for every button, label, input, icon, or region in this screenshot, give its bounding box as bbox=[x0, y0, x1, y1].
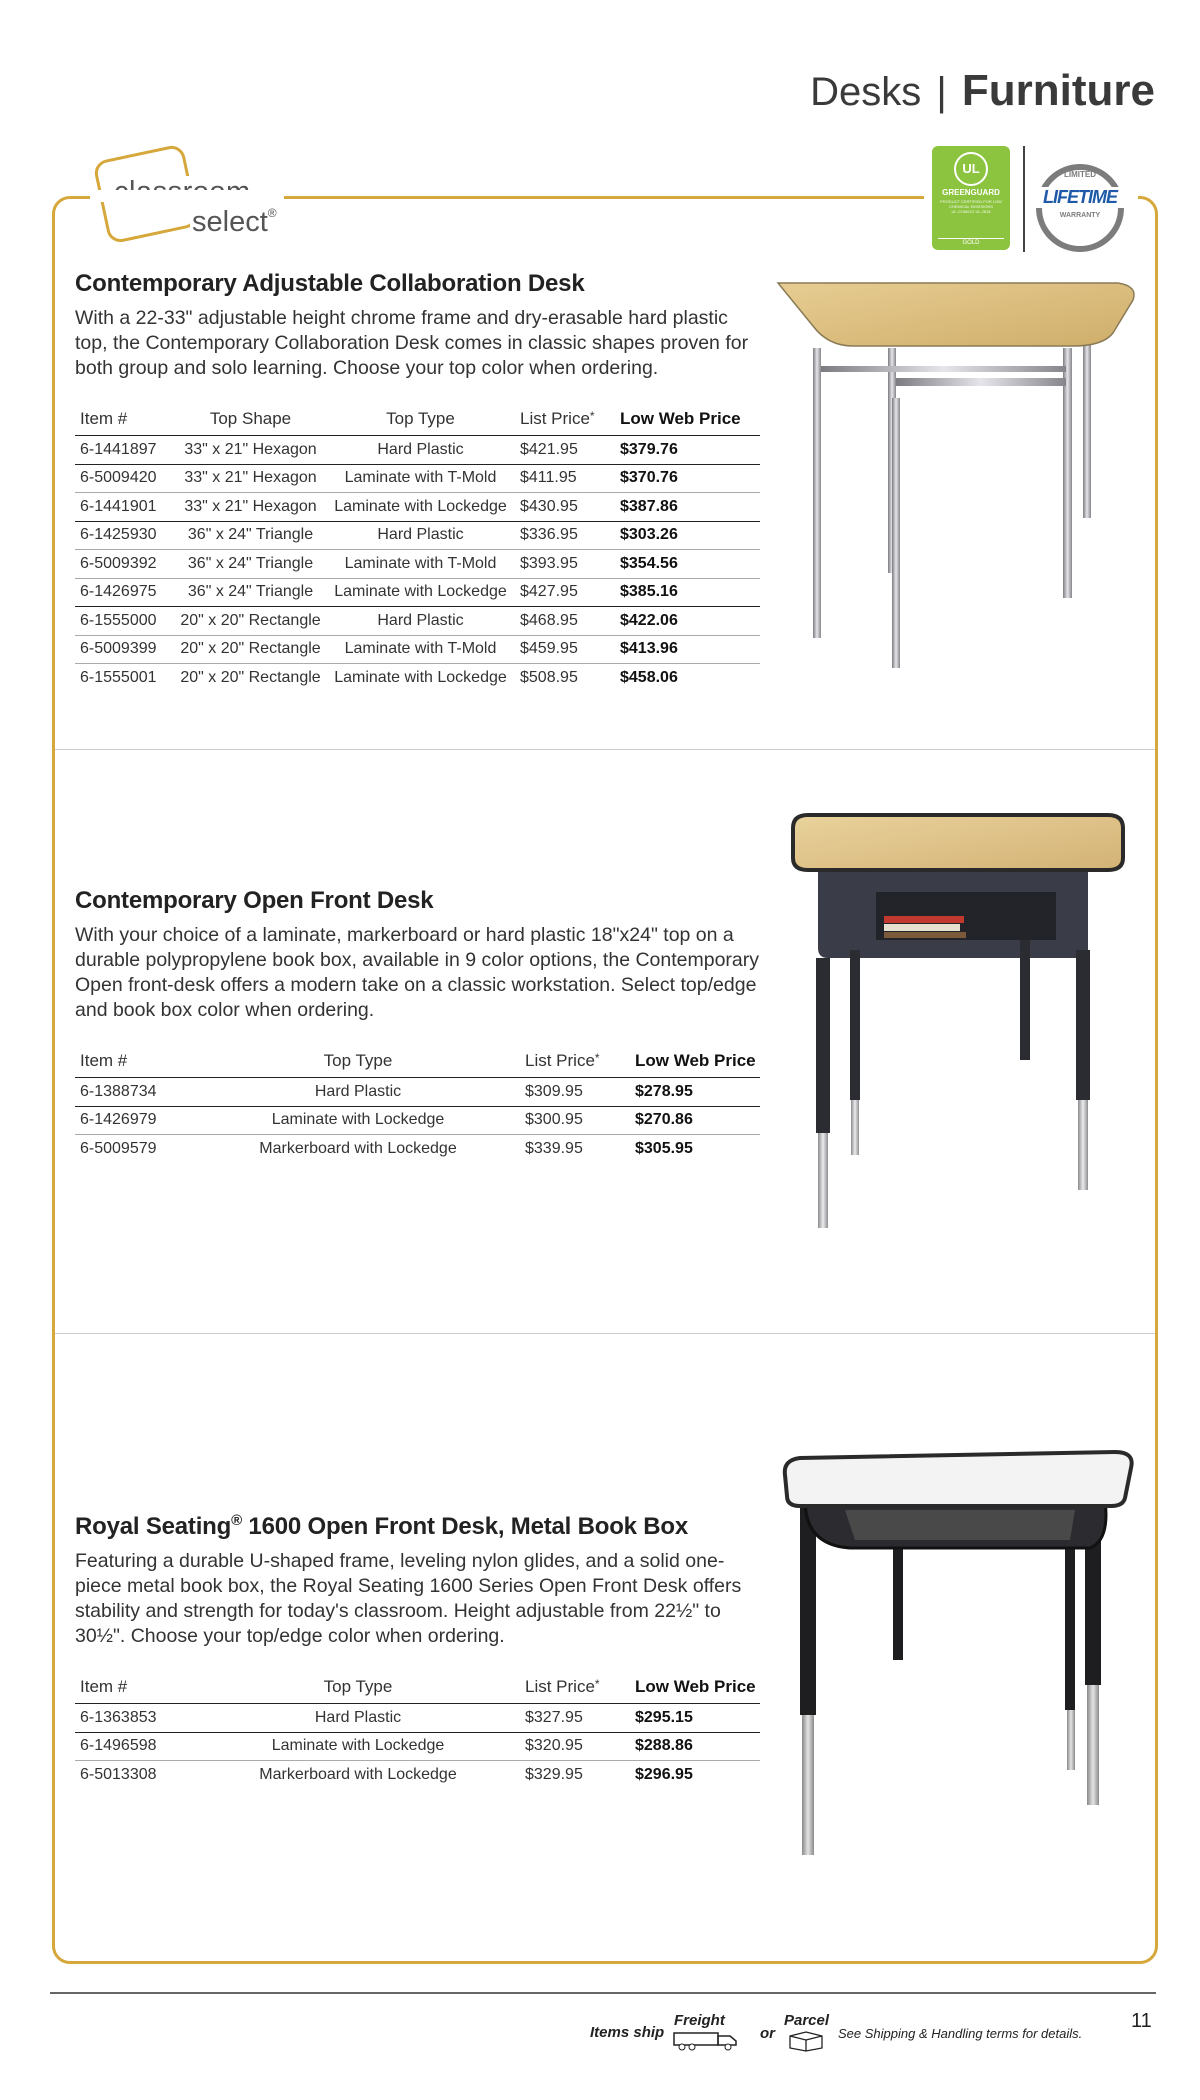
table-cell: 36" x 24" Triangle bbox=[175, 521, 325, 550]
asterisk: * bbox=[594, 1677, 600, 1691]
shipping-note: See Shipping & Handling terms for details. bbox=[838, 2026, 1083, 2041]
product-title: Contemporary Open Front Desk bbox=[75, 887, 434, 914]
table-row bbox=[75, 1135, 760, 1164]
table-cell: $468.95 bbox=[515, 607, 615, 636]
table-cell: 6-1441897 bbox=[75, 436, 175, 465]
table-row bbox=[75, 436, 760, 465]
warranty-bottom-text: WARRANTY bbox=[1059, 212, 1101, 219]
table-cell: 6-1363853 bbox=[75, 1704, 195, 1733]
table-row bbox=[75, 1761, 760, 1790]
table-cell: $300.95 bbox=[520, 1106, 630, 1135]
logo-line2-text: select bbox=[192, 206, 268, 238]
table-row bbox=[75, 521, 760, 550]
warranty-top-text: LIMITED bbox=[1064, 170, 1096, 179]
table-cell: $430.95 bbox=[515, 493, 615, 522]
header-separator: | bbox=[936, 70, 947, 114]
table-cell: 6-1425930 bbox=[75, 521, 175, 550]
open-front-desk-image bbox=[788, 810, 1133, 1240]
col-low-web-price: Low Web Price bbox=[630, 1677, 760, 1704]
table-cell: Markerboard with Lockedge bbox=[259, 1140, 457, 1157]
table-cell: 33" x 21" Hexagon bbox=[175, 436, 325, 465]
table-row bbox=[75, 1106, 760, 1135]
table-cell: $327.95 bbox=[520, 1704, 630, 1733]
table-cell: $295.15 bbox=[630, 1704, 760, 1733]
product-open-front-desk bbox=[75, 887, 760, 1163]
header-section: Furniture bbox=[961, 66, 1155, 115]
badge-divider bbox=[1023, 146, 1025, 252]
greenguard-tier: GOLD bbox=[938, 238, 1004, 246]
table-cell: Hard Plastic bbox=[195, 1704, 520, 1733]
table-cell: 6-1426975 bbox=[75, 578, 175, 607]
table-cell: Laminate with Lockedge bbox=[325, 493, 515, 522]
col-low-web-price: Low Web Price bbox=[615, 409, 760, 436]
table-cell: Laminate with T-Mold bbox=[325, 464, 515, 493]
ul-icon: UL bbox=[954, 152, 988, 186]
table-cell: $329.95 bbox=[525, 1766, 583, 1783]
product-royal-seating-desk bbox=[75, 1512, 760, 1789]
table-cell: 6-5009420 bbox=[75, 464, 175, 493]
table-cell: $296.95 bbox=[635, 1766, 693, 1783]
table-cell: $422.06 bbox=[615, 607, 760, 636]
table-cell: $305.95 bbox=[635, 1140, 693, 1157]
table-row bbox=[75, 1732, 760, 1761]
col-top-type: Top Type bbox=[195, 1051, 520, 1078]
col-low-web-price: Low Web Price bbox=[630, 1051, 760, 1078]
col-item: Item # bbox=[75, 1677, 195, 1704]
greenguard-badge bbox=[932, 146, 1010, 250]
table-cell: Laminate with Lockedge bbox=[195, 1732, 520, 1761]
table-cell: $309.95 bbox=[520, 1078, 630, 1107]
col-list-price bbox=[520, 1677, 630, 1704]
table-cell: $427.95 bbox=[515, 578, 615, 607]
section-divider bbox=[55, 1333, 1155, 1334]
table-cell: $459.95 bbox=[515, 635, 615, 664]
table-cell: $336.95 bbox=[515, 521, 615, 550]
col-list-price bbox=[515, 409, 615, 436]
table-cell: 6-1388734 bbox=[75, 1078, 195, 1107]
col-item: Item # bbox=[75, 409, 175, 436]
table-cell: Hard Plastic bbox=[325, 607, 515, 636]
col-top-type: Top Type bbox=[325, 409, 515, 436]
product-collaboration-desk bbox=[75, 270, 760, 692]
product-title-rest: 1600 Open Front Desk, Metal Book Box bbox=[241, 1513, 689, 1540]
warranty-main-text: LIFETIME bbox=[1032, 187, 1128, 208]
table-cell: $339.95 bbox=[525, 1140, 583, 1157]
table-row bbox=[75, 635, 760, 664]
shipping-footer bbox=[590, 2010, 1090, 2050]
table-cell: 20" x 20" Rectangle bbox=[180, 669, 321, 686]
table-cell: $413.96 bbox=[615, 635, 760, 664]
table-row bbox=[75, 464, 760, 493]
table-header-row bbox=[75, 409, 760, 436]
col-list-price-label: List Price bbox=[525, 1051, 595, 1070]
collaboration-desk-image bbox=[773, 278, 1143, 688]
logo-mark: ® bbox=[267, 206, 277, 220]
product-description: With your choice of a laminate, markerboard or hard plastic 18"x24" top on a durable polypropylene book box, available in 9 color options, the Contemporary Open front-desk offers a modern take on a classic workstation. Select top/edge and book box color when ordering. bbox=[75, 924, 760, 1021]
header-category: Desks bbox=[810, 70, 922, 114]
table-cell: $393.95 bbox=[515, 550, 615, 579]
parcel-label: Parcel bbox=[784, 2012, 830, 2029]
product-description: With a 22-33" adjustable height chrome frame and dry-erasable hard plastic top, the Contemporary Collaboration Desk comes in classic shapes proven for both group and solo learning. Choose your top color when ordering. bbox=[75, 307, 749, 379]
table-header-row bbox=[75, 1677, 760, 1704]
price-table bbox=[75, 1677, 760, 1789]
table-cell: 6-5009392 bbox=[75, 550, 175, 579]
asterisk: * bbox=[594, 1051, 600, 1065]
table-cell: 6-5009579 bbox=[80, 1140, 157, 1157]
table-cell: Laminate with T-Mold bbox=[325, 635, 515, 664]
table-cell: $387.86 bbox=[615, 493, 760, 522]
table-cell: $385.16 bbox=[615, 578, 760, 607]
table-cell: $458.06 bbox=[620, 669, 678, 686]
table-cell: 6-1441901 bbox=[75, 493, 175, 522]
table-cell: 36" x 24" Triangle bbox=[175, 550, 325, 579]
table-header-row bbox=[75, 1051, 760, 1078]
table-cell: Laminate with T-Mold bbox=[325, 550, 515, 579]
table-row bbox=[75, 493, 760, 522]
table-row bbox=[75, 664, 760, 693]
col-list-price-label: List Price bbox=[525, 1677, 595, 1696]
table-row bbox=[75, 578, 760, 607]
table-cell: $303.26 bbox=[615, 521, 760, 550]
product-title-brand: Royal Seating bbox=[75, 1513, 232, 1540]
col-item: Item # bbox=[75, 1051, 195, 1078]
table-cell: Markerboard with Lockedge bbox=[259, 1766, 457, 1783]
col-list-price-label: List Price bbox=[520, 409, 590, 428]
table-cell: $278.95 bbox=[630, 1078, 760, 1107]
table-row bbox=[75, 1704, 760, 1733]
table-cell: $379.76 bbox=[615, 436, 760, 465]
section-divider bbox=[55, 749, 1155, 750]
table-cell: Hard Plastic bbox=[195, 1078, 520, 1107]
table-cell: 20" x 20" Rectangle bbox=[175, 607, 325, 636]
table-cell: $421.95 bbox=[515, 436, 615, 465]
freight-label: Freight bbox=[674, 2012, 725, 2029]
footer-rule bbox=[50, 1992, 1156, 1994]
table-cell: 6-5013308 bbox=[80, 1766, 157, 1783]
table-cell: Hard Plastic bbox=[325, 521, 515, 550]
price-table bbox=[75, 1051, 760, 1163]
table-cell: 6-5009399 bbox=[75, 635, 175, 664]
table-cell: $270.86 bbox=[630, 1106, 760, 1135]
page-header bbox=[810, 66, 1155, 116]
table-cell: Laminate with Lockedge bbox=[325, 578, 515, 607]
logo-line2 bbox=[190, 206, 279, 239]
col-top-shape: Top Shape bbox=[175, 409, 325, 436]
greenguard-fineprint: PRODUCT CERTIFIED FOR LOW CHEMICAL EMISSIONS UL.COM/GG UL 2818 bbox=[940, 199, 1002, 214]
table-cell: 6-1555000 bbox=[75, 607, 175, 636]
royal-seating-desk-image bbox=[775, 1440, 1145, 1865]
asterisk: * bbox=[589, 409, 595, 423]
table-row bbox=[75, 607, 760, 636]
table-cell: 6-1496598 bbox=[75, 1732, 195, 1761]
table-cell: $288.86 bbox=[630, 1732, 760, 1761]
page-number: 11 bbox=[1131, 2010, 1152, 2032]
table-cell: 33" x 21" Hexagon bbox=[175, 493, 325, 522]
table-cell: 6-1426979 bbox=[75, 1106, 195, 1135]
frame-gap bbox=[280, 190, 920, 202]
greenguard-label: GREENGUARD bbox=[942, 188, 1000, 197]
product-description: Featuring a durable U-shaped frame, leveling nylon glides, and a solid one-piece metal book box, the Royal Seating 1600 Series Open Front Desk offers stability and strength for today's classroom. Height adjustable from 22½" to 30½". Choose your top/edge color when ordering. bbox=[75, 1550, 742, 1647]
product-title: Contemporary Adjustable Collaboration Desk bbox=[75, 270, 585, 297]
table-row bbox=[75, 550, 760, 579]
table-cell: Hard Plastic bbox=[325, 436, 515, 465]
table-cell: $354.56 bbox=[615, 550, 760, 579]
freight-truck-icon bbox=[672, 2030, 746, 2052]
table-row bbox=[75, 1078, 760, 1107]
parcel-box-icon bbox=[786, 2030, 826, 2052]
items-ship-label: Items ship bbox=[590, 2024, 665, 2041]
table-cell: $370.76 bbox=[615, 464, 760, 493]
col-top-type: Top Type bbox=[195, 1677, 520, 1704]
table-cell: 36" x 24" Triangle bbox=[175, 578, 325, 607]
product-title-mark: ® bbox=[231, 1512, 242, 1529]
table-cell: $411.95 bbox=[515, 464, 615, 493]
or-label: or bbox=[760, 2025, 775, 2042]
table-cell: 33" x 21" Hexagon bbox=[175, 464, 325, 493]
table-cell: $508.95 bbox=[520, 669, 578, 686]
col-list-price bbox=[520, 1051, 630, 1078]
table-cell: Laminate with Lockedge bbox=[195, 1106, 520, 1135]
table-cell: 20" x 20" Rectangle bbox=[175, 635, 325, 664]
table-cell: 6-1555001 bbox=[80, 669, 157, 686]
table-cell: Laminate with Lockedge bbox=[334, 669, 507, 686]
price-table bbox=[75, 409, 760, 692]
lifetime-warranty-badge bbox=[1036, 164, 1124, 252]
product-title bbox=[75, 1512, 760, 1541]
table-cell: $320.95 bbox=[520, 1732, 630, 1761]
